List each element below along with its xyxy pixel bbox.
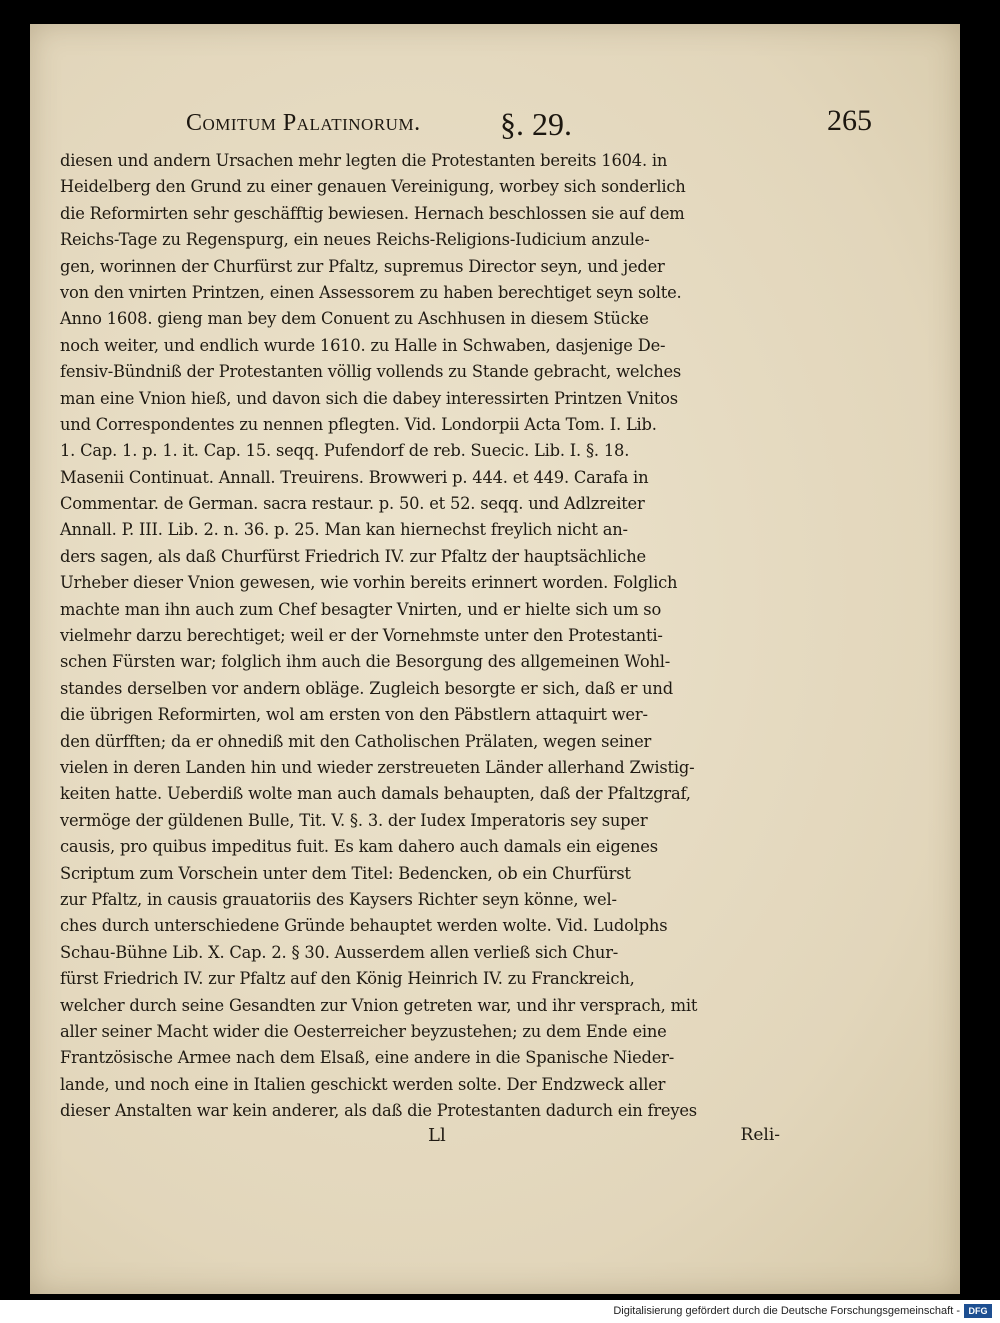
text-line: Frantzösische Armee nach dem Elsaß, eine andere in die Spanische Nieder- [60,1048,675,1068]
section-number: §. 29. [500,106,572,142]
running-title: Comitum Palatinorum. [186,110,421,136]
text-line: causis, pro quibus impeditus fuit. Es kam dahero auch damals ein eigenes [60,837,658,857]
text-line: die übrigen Reformirten, wol am ersten von den Päbstlern attaquirt wer- [60,705,648,725]
page-foot [60,1125,780,1155]
text-line: standes derselben vor andern obläge. Zugleich besorgte er sich, daß er und [60,678,673,698]
digitization-footer [0,1300,1000,1323]
text-line: fensiv-Bündniß der Protestanten völlig vollends zu Stande gebracht, welches [60,362,682,382]
text-line: von den vnirten Printzen, einen Assessorem zu haben berechtiget seyn solte. [60,282,682,302]
book-page [30,24,960,1294]
text-line: Urheber dieser Vnion gewesen, wie vorhin bereits erinnert worden. Folglich [60,573,678,593]
footer-credit: Digitalisierung gefördert durch die Deutsche Forschungsgemeinschaft - [613,1305,960,1317]
text-line: Scriptum zum Vorschein unter dem Titel: Bedencken, ob ein Churfürst [60,863,631,883]
text-line: Masenii Continuat. Annall. Treuirens. Browweri p. 444. et 449. Carafa in [60,467,649,487]
text-line: ches durch unterschiedene Gründe behauptet werden wolte. Vid. Ludolphs [60,916,668,936]
text-line: und Correspondentes zu nennen pflegten. Vid. Londorpii Acta Tom. I. Lib. [60,414,657,434]
text-line: Commentar. de German. sacra restaur. p. 50. et 52. seqq. und Adlzreiter [60,494,645,514]
text-line: lande, und noch eine in Italien geschickt werden solte. Der Endzweck aller [60,1074,666,1094]
text-line: noch weiter, und endlich wurde 1610. zu Halle in Schwaben, dasjenige De- [60,335,666,355]
text-line: zur Pfaltz, in causis grauatoriis des Kaysers Richter seyn könne, wel- [60,889,617,909]
text-line: Heidelberg den Grund zu einer genauen Vereinigung, worbey sich sonderlich [60,177,686,197]
catchword: Reli- [740,1125,780,1145]
text-line: dieser Anstalten war kein anderer, als daß die Protestanten dadurch ein freyes [60,1101,697,1121]
running-head [186,104,872,150]
text-line: gen, worinnen der Churfürst zur Pfaltz, supremus Director seyn, und jeder [60,256,665,276]
body-text [60,148,780,1124]
text-line: den dürfften; da er ohnediß mit den Catholischen Prälaten, wegen seiner [60,731,652,751]
page-number: 265 [827,104,872,137]
text-line: schen Fürsten war; folglich ihm auch die Besorgung des allgemeinen Wohl- [60,652,671,672]
text-line: Schau-Bühne Lib. X. Cap. 2. § 30. Ausserdem allen verließ sich Chur- [60,942,619,962]
signature-mark: Ll [428,1125,446,1146]
text-line: man eine Vnion hieß, und davon sich die dabey interessirten Printzen Vnitos [60,388,678,408]
text-line: die Reformirten sehr geschäfftig bewiesen. Hernach beschlossen sie auf dem [60,203,685,223]
text-line: ders sagen, als daß Churfürst Friedrich IV. zur Pfaltz der hauptsächliche [60,546,646,566]
dfg-logo: DFG [964,1304,992,1318]
text-line: Anno 1608. gieng man bey dem Conuent zu Aschhusen in diesem Stücke [60,309,649,329]
text-line: vielmehr darzu berechtiget; weil er der Vornehmste unter den Protestanti- [60,626,663,646]
text-line: diesen und andern Ursachen mehr legten die Protestanten bereits 1604. in [60,151,668,170]
text-line: welcher durch seine Gesandten zur Vnion getreten war, und ihr versprach, mit [60,995,698,1015]
text-line: aller seiner Macht wider die Oesterreicher beyzustehen; zu dem Ende eine [60,1021,667,1041]
text-line: keiten hatte. Ueberdiß wolte man auch damals behaupten, daß der Pfaltzgraf, [60,784,691,804]
text-line: 1. Cap. 1. p. 1. it. Cap. 15. seqq. Pufendorf de reb. Suecic. Lib. I. §. 18. [60,441,630,461]
text-line: Reichs-Tage zu Regenspurg, ein neues Reichs-Religions-Iudicium anzule- [60,230,650,250]
text-line: fürst Friedrich IV. zur Pfaltz auf den König Heinrich IV. zu Franckreich, [60,969,635,989]
text-line: Annall. P. III. Lib. 2. n. 36. p. 25. Man kan hiernechst freylich nicht an- [60,520,628,540]
text-line: machte man ihn auch zum Chef besagter Vnirten, und er hielte sich um so [60,599,662,619]
text-line: vielen in deren Landen hin und wieder zerstreueten Länder allerhand Zwistig- [60,757,695,777]
text-line: vermöge der güldenen Bulle, Tit. V. §. 3. der Iudex Imperatoris sey super [60,810,648,830]
